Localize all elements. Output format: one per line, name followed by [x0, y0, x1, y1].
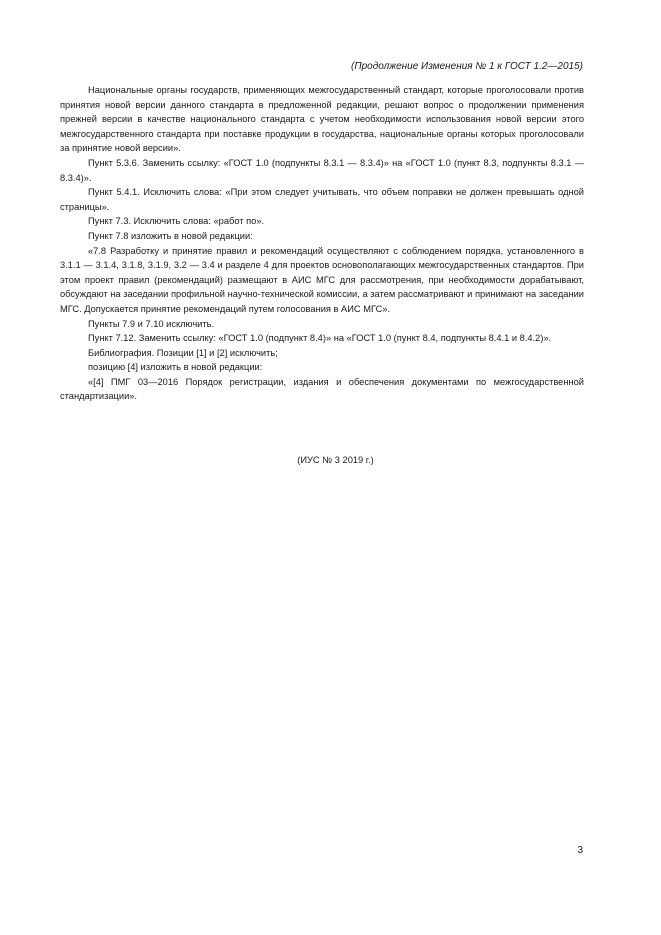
- paragraph-clause-7-12: Пункт 7.12. Заменить ссылку: «ГОСТ 1.0 (подпункт 8.4)» на «ГОСТ 1.0 (пункт 8.4, подпункты 8.4.1 и 8.4.2)».: [88, 333, 552, 344]
- page-number: 3: [577, 845, 583, 856]
- amendment-text: [60, 83, 584, 404]
- paragraph-clause-7-8-text: «7.8 Разработку и принятие правил и рекомендаций осуществляют с соблюдением порядка, установленного в 3.1.1 — 3.1.4, 3.1.8, 3.1.9, 3.2 — 3.4 и разделе 4 для проектов основополагающих межгосударственных стандартов. При этом проект правил (рекомендаций) размещают в АИС МГС для рассмотрения, при необходимости дорабатывают, обсуждают на заседании профильной научно-технической комиссии, а затем рассматривают и принимают на заседании МГС. Допускается принятие рекомендаций путем голосования в АИС МГС».: [60, 245, 584, 314]
- paragraph-clause-7-8-intro: Пункт 7.8 изложить в новой редакции:: [88, 230, 253, 241]
- paragraph-bibliography-item-4: позицию [4] изложить в новой редакции:: [88, 362, 263, 373]
- paragraph-clause-5-3-6: Пункт 5.3.6. Заменить ссылку: «ГОСТ 1.0 (подпункты 8.3.1 — 8.3.4)» на «ГОСТ 1.0 (пункт 8.3, подпункты 8.3.1 — 8.3.4)».: [60, 157, 584, 183]
- paragraph-bibliography: Библиография. Позиции [1] и [2] исключить;: [88, 347, 278, 358]
- paragraph-national-bodies: Национальные органы государств, применяющих межгосударственный стандарт, которые проголосовали против принятия новой версии данного стандарта в предложенной редакции, решают вопрос о продолжении применения прежней версии в качестве национального стандарта с учетом необходимости использования новой версии этого межгосударственного стандарта при поставке продукции в государства, национальные органы которых проголосовали за принятие новой версии».: [60, 85, 584, 154]
- paragraph-clause-5-4-1: Пункт 5.4.1. Исключить слова: «При этом следует учитывать, что объем поправки не должен превышать одной страницы».: [60, 187, 584, 212]
- paragraph-bibliography-item-4-text: «[4] ПМГ 03—2016 Порядок регистрации, издания и обеспечения документами по межгосударственной стандартизации».: [60, 376, 584, 402]
- paragraph-clauses-7-9-7-10: Пункты 7.9 и 7.10 исключить.: [88, 318, 215, 329]
- continuation-header: (Продолжение Изменения № 1 к ГОСТ 1.2—2015): [351, 61, 583, 72]
- source-note: (ИУС № 3 2019 г.): [297, 455, 374, 465]
- paragraph-clause-7-3: Пункт 7.3. Исключить слова: «работ по».: [88, 216, 265, 227]
